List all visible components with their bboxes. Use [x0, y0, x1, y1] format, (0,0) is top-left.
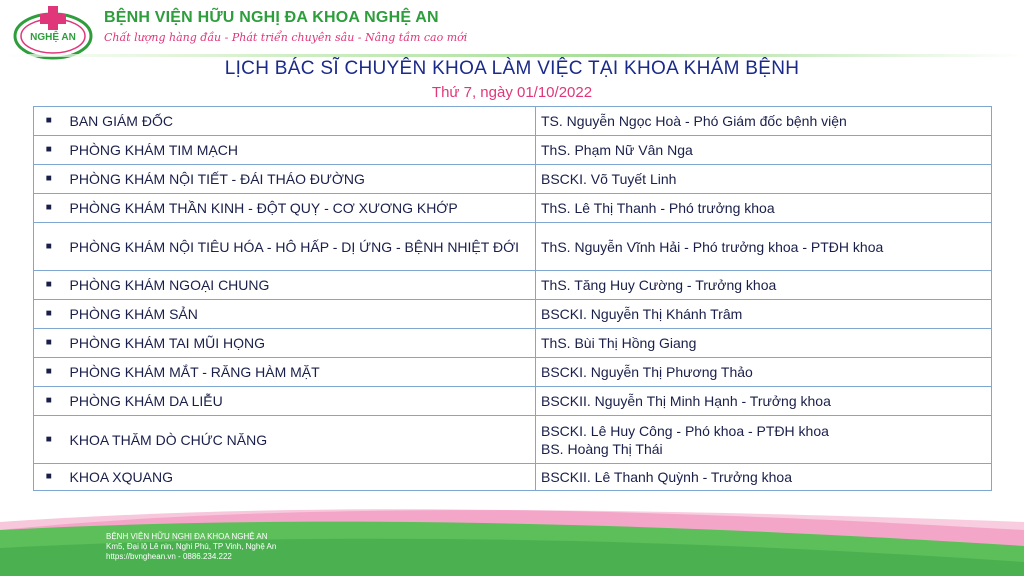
page-title: LỊCH BÁC SĨ CHUYÊN KHOA LÀM VIỆC TẠI KHOA KHÁM BỆNH	[224, 58, 800, 79]
doctor-cell	[536, 136, 992, 165]
schedule-row	[34, 165, 992, 194]
doctor-name: ThS. Tăng Huy Cường - Trưởng khoa	[541, 277, 777, 293]
bullet-icon: ■	[34, 136, 64, 165]
bullet-icon: ■	[34, 165, 64, 194]
department-name: PHÒNG KHÁM MẮT - RĂNG HÀM MẶT	[64, 358, 536, 387]
doctor-name: BS. Hoàng Thị Thái	[541, 440, 663, 457]
doctor-name: ThS. Nguyễn Vĩnh Hải - Phó trưởng khoa - PTĐH khoa	[541, 238, 884, 255]
department-name: PHÒNG KHÁM DA LIỄU	[64, 387, 536, 416]
schedule-row	[34, 416, 992, 464]
schedule-table	[33, 106, 992, 491]
footer-contact: https://bvnghean.vn - 0886.234.222	[106, 552, 232, 561]
footer-address: Km5, Đại lộ Lê nin, Nghi Phú, TP Vinh, Nghệ An	[106, 542, 277, 551]
schedule-row	[34, 329, 992, 358]
footer-info	[106, 532, 276, 562]
schedule-row	[34, 194, 992, 223]
doctor-cell	[536, 194, 992, 223]
doctor-name: BSCKI. Lê Huy Công - Phó khoa - PTĐH khoa	[541, 422, 829, 439]
doctor-name: BSCKI. Võ Tuyết Linh	[541, 171, 677, 187]
doctor-name: BSCKI. Nguyễn Thị Phương Thảo	[541, 364, 753, 380]
schedule-row	[34, 464, 992, 491]
bullet-icon: ■	[34, 416, 64, 464]
doctor-cell	[536, 165, 992, 194]
footer-name: BỆNH VIỆN HỮU NGHỊ ĐA KHOA NGHỆ AN	[106, 532, 268, 541]
department-name: PHÒNG KHÁM NGOẠI CHUNG	[64, 271, 536, 300]
doctor-name: ThS. Phạm Nữ Vân Nga	[541, 142, 693, 158]
department-name: KHOA THĂM DÒ CHỨC NĂNG	[64, 416, 536, 464]
doctor-name: TS. Nguyễn Ngọc Hoà - Phó Giám đốc bệnh viện	[541, 113, 847, 129]
department-name: PHÒNG KHÁM THẦN KINH - ĐỘT QUỴ - CƠ XƯƠNG KHỚP	[64, 194, 536, 223]
bullet-icon: ■	[34, 358, 64, 387]
doctor-name: BSCKII. Lê Thanh Quỳnh - Trưởng khoa	[541, 469, 792, 485]
department-name: PHÒNG KHÁM SẢN	[64, 300, 536, 329]
bullet-icon: ■	[34, 107, 64, 136]
department-name: PHÒNG KHÁM TIM MẠCH	[64, 136, 536, 165]
schedule-row	[34, 107, 992, 136]
page-subtitle: Thứ 7, ngày 01/10/2022	[431, 84, 593, 101]
schedule-row	[34, 136, 992, 165]
doctor-name: BSCKI. Nguyễn Thị Khánh Trâm	[541, 306, 743, 322]
schedule-row	[34, 271, 992, 300]
header-divider	[0, 54, 1024, 57]
bullet-icon: ■	[34, 223, 64, 271]
bullet-icon: ■	[34, 194, 64, 223]
bullet-icon: ■	[34, 464, 64, 491]
department-name: BAN GIÁM ĐỐC	[64, 107, 536, 136]
doctor-name: ThS. Lê Thị Thanh - Phó trưởng khoa	[541, 200, 775, 216]
department-name: PHÒNG KHÁM NỘI TIẾT - ĐÁI THÁO ĐƯỜNG	[64, 165, 536, 194]
schedule-row	[34, 223, 992, 271]
department-name: PHÒNG KHÁM NỘI TIÊU HÓA - HÔ HẤP - DỊ ỨNG - BỆNH NHIỆT ĐỚI	[64, 223, 536, 271]
hospital-name: BỆNH VIỆN HỮU NGHỊ ĐA KHOA NGHỆ AN	[104, 9, 439, 26]
doctor-cell	[536, 464, 992, 491]
schedule-body	[34, 107, 992, 491]
doctor-cell	[536, 223, 992, 271]
doctor-cell	[536, 329, 992, 358]
bullet-icon: ■	[34, 387, 64, 416]
logo-text: NGHỆ AN	[30, 32, 76, 43]
doctor-cell	[536, 358, 992, 387]
doctor-name: ThS. Bùi Thị Hồng Giang	[541, 335, 697, 351]
schedule-row	[34, 300, 992, 329]
doctor-cell	[536, 387, 992, 416]
doctor-cell	[536, 271, 992, 300]
hospital-slogan: Chất lượng hàng đầu - Phát triển chuyên sâu - Nâng tầm cao mới	[104, 31, 468, 44]
doctor-cell	[536, 416, 992, 464]
doctor-name: BSCKII. Nguyễn Thị Minh Hạnh - Trưởng khoa	[541, 393, 831, 409]
department-name: PHÒNG KHÁM TAI MŨI HỌNG	[64, 329, 536, 358]
bullet-icon: ■	[34, 271, 64, 300]
doctor-cell	[536, 300, 992, 329]
schedule-row	[34, 387, 992, 416]
bullet-icon: ■	[34, 329, 64, 358]
doctor-cell	[536, 107, 992, 136]
schedule-row	[34, 358, 992, 387]
bullet-icon: ■	[34, 300, 64, 329]
department-name: KHOA XQUANG	[64, 464, 536, 491]
